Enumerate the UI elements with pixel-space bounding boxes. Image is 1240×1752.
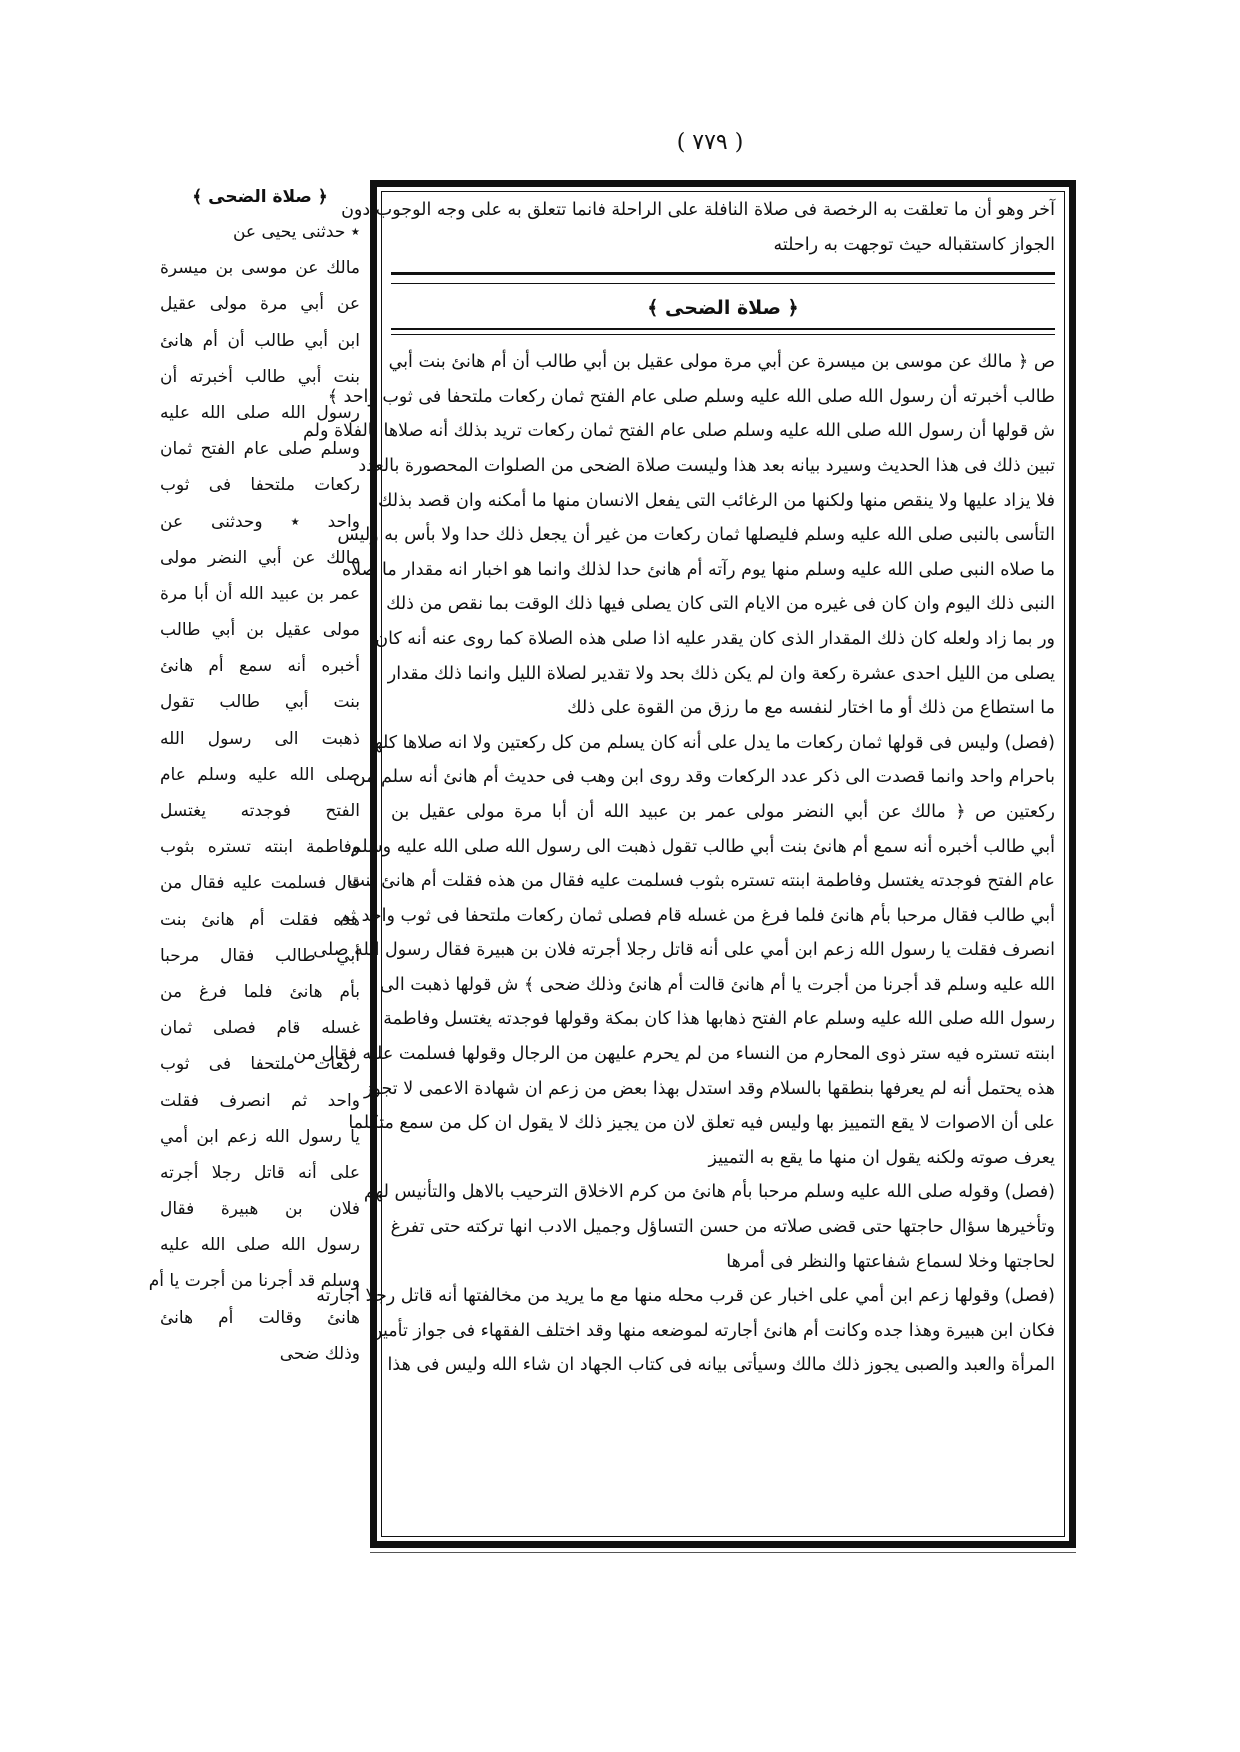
double-rule-divider	[391, 272, 1055, 284]
commentary-line: لحاجتها وخلا لسماع شفاعتها والنظر فى أمرها	[726, 1251, 1055, 1272]
muwatta-line: وسلم قد أجرنا من أجرت يا أم	[148, 1271, 360, 1292]
muwatta-line: هذه فقلت أم هانئ بنت	[160, 909, 360, 930]
commentary-line: الله عليه وسلم قد أجرنا من أجرت يا أم هانئ قالت أم هانئ وذلك ضحى ﴾ ش قولها ذهبت الى	[379, 974, 1055, 995]
section-title: ﴿ صلاة الضحى ﴾	[647, 297, 799, 320]
commentary-line: التأسى بالنبى صلى الله عليه وسلم فليصلها ثمان ركعات من غير أن يجعل ذلك حدا ولا بأس به وليس	[337, 525, 1055, 546]
commentary-line: ما استطاع من ذلك أو ما اختار لنفسه مع ما رزق من القوة على ذلك	[567, 698, 1055, 719]
commentary-line: ركعتين ص ﴿ مالك عن أبي النضر مولى عمر بن عبيد الله أن أبا مرة مولى عقيل بن	[391, 801, 1055, 822]
muwatta-line: ركعات ملتحفا فى ثوب	[160, 1054, 360, 1075]
commentary-line: المرأة والعبد والصبى يجوز ذلك مالك وسيأتى بيانه فى كتاب الجهاد ان شاء الله وليس فى هذا	[387, 1355, 1055, 1376]
muwatta-line: بنت أبي طالب تقول	[160, 692, 360, 713]
muwatta-line: بأم هانئ فلما فرغ من	[160, 981, 360, 1002]
commentary-line: ص ﴿ مالك عن موسى بن ميسرة عن أبي مرة مولى عقيل بن أبي طالب أن أم هانئ بنت أبي	[388, 352, 1055, 373]
muwatta-line: أخبره أنه سمع أم هانئ	[160, 656, 360, 677]
commentary-line: عام الفتح فوجدته يغتسل وفاطمة ابنته تستره بثوب فسلمت عليه فقال من هذه فقلت أم هانئ بنت	[348, 871, 1055, 892]
muwatta-line: مالك عن موسى بن ميسرة	[160, 258, 360, 279]
muwatta-line: عن أبي مرة مولى عقيل	[160, 294, 360, 315]
muwatta-line: أبي طالب فقال مرحبا	[160, 945, 360, 966]
commentary-line: يعرف صوته ولكنه يقول ان منها ما يقع به التمييز	[708, 1147, 1055, 1168]
muwatta-title: ﴿ صلاة الضحى ﴾	[192, 187, 328, 207]
muwatta-line: مولى عقيل بن أبي طالب	[160, 620, 360, 641]
muwatta-line: ابن أبي طالب أن أم هانئ	[160, 330, 360, 351]
commentary-line: ما صلاه النبى صلى الله عليه وسلم منها يوم رآته أم هانئ حدا لذلك وانما هو اخبار انه مقدار ما صلاه	[341, 559, 1055, 580]
commentary-line: على أن الاصوات لا يقع التمييز بها وليس فيه تعلق لان من يجيز ذلك لا يقول ان كل من سمع متكلما	[348, 1113, 1055, 1134]
muwatta-line: واحد ثم انصرف فقلت	[160, 1090, 360, 1111]
muwatta-line: رسول الله صلى الله عليه	[160, 402, 360, 423]
commentary-line: (فصل) وقوله صلى الله عليه وسلم مرحبا بأم هانئ من كرم الاخلاق الترحيب بالاهل والتأنيس لهم	[363, 1182, 1055, 1203]
commentary-body	[293, 345, 1055, 1383]
title-underline-divider	[391, 328, 1055, 335]
commentary-line: أبي طالب أخبره أنه سمع أم هانئ بنت أبي طالب تقول ذهبت الى رسول الله صلى الله عليه وسلم	[350, 836, 1055, 857]
commentary-line: ور بما زاد ولعله كان ذلك المقدار الذى كان يقدر عليه اذا صلى هذه الصلاة كما روى عنه أنه كان	[375, 628, 1055, 649]
commentary-line: أبي طالب فقال مرحبا بأم هانئ فلما فرغ من غسله قام فصلى ثمان ركعات ملتحفا فى ثوب واحد ثم	[339, 905, 1055, 926]
muwatta-line: رسول الله صلى الله عليه	[160, 1235, 360, 1256]
commentary-line: ش قولها أن رسول الله صلى الله عليه وسلم صلى عام الفتح ثمان ركعات تريد بذلك أنه صلاها بالفلاة ولم	[302, 421, 1055, 442]
commentary-line: انصرف فقلت يا رسول الله زعم ابن أمي على أنه قاتل رجلا أجرته فلان بن هبيرة فقال رسول الله صلى	[313, 940, 1055, 961]
muwatta-line: الفتح فوجدته يغتسل	[160, 801, 360, 821]
muwatta-line: فلان بن هبيرة فقال	[160, 1199, 360, 1220]
commentary-line: فكان ابن هبيرة وهذا جده وكانت أم هانئ أجارته لموضعه منها وقد اختلف الفقهاء فى جواز تأمين	[369, 1320, 1055, 1341]
commentary-line: آخر وهو أن ما تعلقت به الرخصة فى صلاة النافلة على الراحلة فانما تتعلق به على وجه الوجوب دون	[341, 200, 1055, 220]
commentary-line: وتأخيرها سؤال حاجتها حتى قضى صلاته من حسن التساؤل وجميل الادب انها تركته حتى تفرغ	[390, 1217, 1055, 1238]
muwatta-line: يا رسول الله زعم ابن أمي	[160, 1126, 360, 1147]
commentary-intro	[341, 193, 1055, 262]
muwatta-line: وذلك ضحى	[279, 1343, 360, 1364]
commentary-line: يصلى من الليل احدى عشرة ركعة وان لم يكن ذلك بحد ولا تقدير لصلاة الليل وانما ذلك مقدار	[387, 663, 1055, 684]
muwatta-line: ركعات ملتحفا فى ثوب	[160, 475, 360, 496]
commentary-line: طالب أخبرته أن رسول الله صلى الله عليه وسلم صلى عام الفتح ثمان ركعات ملتحفا فى ثوب واحد ﴾	[327, 386, 1055, 407]
muwatta-line: وفاطمة ابنته تستره بثوب	[160, 837, 360, 858]
commentary-line: النبى ذلك اليوم وان كان فى غيره من الايام التى كان يصلى فيها ذلك الوقت بما نقص من ذلك	[386, 594, 1055, 615]
commentary-line: الجواز كاستقباله حيث توجهت به راحلته	[773, 234, 1055, 255]
muwatta-line: غسله قام فصلى ثمان	[160, 1018, 360, 1039]
muwatta-line: هانئ وقالت أم هانئ	[160, 1307, 360, 1328]
commentary-line: هذه يحتمل أنه لم يعرفها بنطقها بالسلام وقد استدل بهذا بعض من زعم ان شهادة الاعمى لا تجوز	[363, 1078, 1055, 1099]
commentary-line: باحرام واحد وانما قصدت الى ذكر عدد الركعات وقد روى ابن وهب فى حديث أم هانئ أنه سلم من	[352, 767, 1055, 788]
muwatta-line: قال فسلمت عليه فقال من	[160, 873, 360, 894]
muwatta-line: بنت أبي طالب أخبرته أن	[160, 366, 360, 387]
muwatta-line: ٭ حدثنى يحيى عن	[232, 222, 360, 242]
commentary-line: ابنته تستره فيه ستر ذوى المحارم من النساء من لم يحرم عليهن من الرجال وقولها فسلمت عليه فقال من	[293, 1044, 1055, 1065]
muwatta-body	[148, 214, 360, 1372]
muwatta-line: واحد ٭ وحدثنى عن	[160, 511, 360, 532]
bottom-rule	[370, 1552, 1076, 1553]
commentary-line: رسول الله صلى الله عليه وسلم عام الفتح ذهابها هذا كان بمكة وقولها فوجدته يغتسل وفاطمة	[383, 1009, 1055, 1030]
muwatta-line: عمر بن عبيد الله أن أبا مرة	[160, 583, 360, 604]
commentary-line: (فصل) وليس فى قولها ثمان ركعات ما يدل على أنه كان يسلم من كل ركعتين ولا انه صلاها كلها	[369, 732, 1055, 753]
commentary-line: (فصل) وقولها زعم ابن أمي على اخبار عن قرب محله منها مع ما يريد من مخالفتها أنه قاتل رجلا أجارته	[316, 1286, 1055, 1307]
muwatta-line: صلى الله عليه وسلم عام	[160, 764, 360, 785]
muwatta-line: على أنه قاتل رجلا أجرته	[160, 1162, 360, 1183]
muwatta-line: وسلم صلى عام الفتح ثمان	[160, 439, 360, 460]
muwatta-line: مالك عن أبي النضر مولى	[160, 547, 360, 568]
page-number: ( ٧٧٩ )	[676, 130, 744, 155]
commentary-line: تبين ذلك فى هذا الحديث وسيرد بيانه بعد هذا وليست صلاة الضحى من الصلوات المحصورة بالعدد	[358, 455, 1055, 476]
commentary-line: فلا يزاد عليها ولا ينقص منها ولكنها من الرغائب التى يفعل الانسان منها ما أمكنه وان قصد بذلك	[378, 490, 1055, 511]
muwatta-column	[148, 180, 360, 1372]
muwatta-line: ذهبت الى رسول الله	[160, 728, 360, 749]
